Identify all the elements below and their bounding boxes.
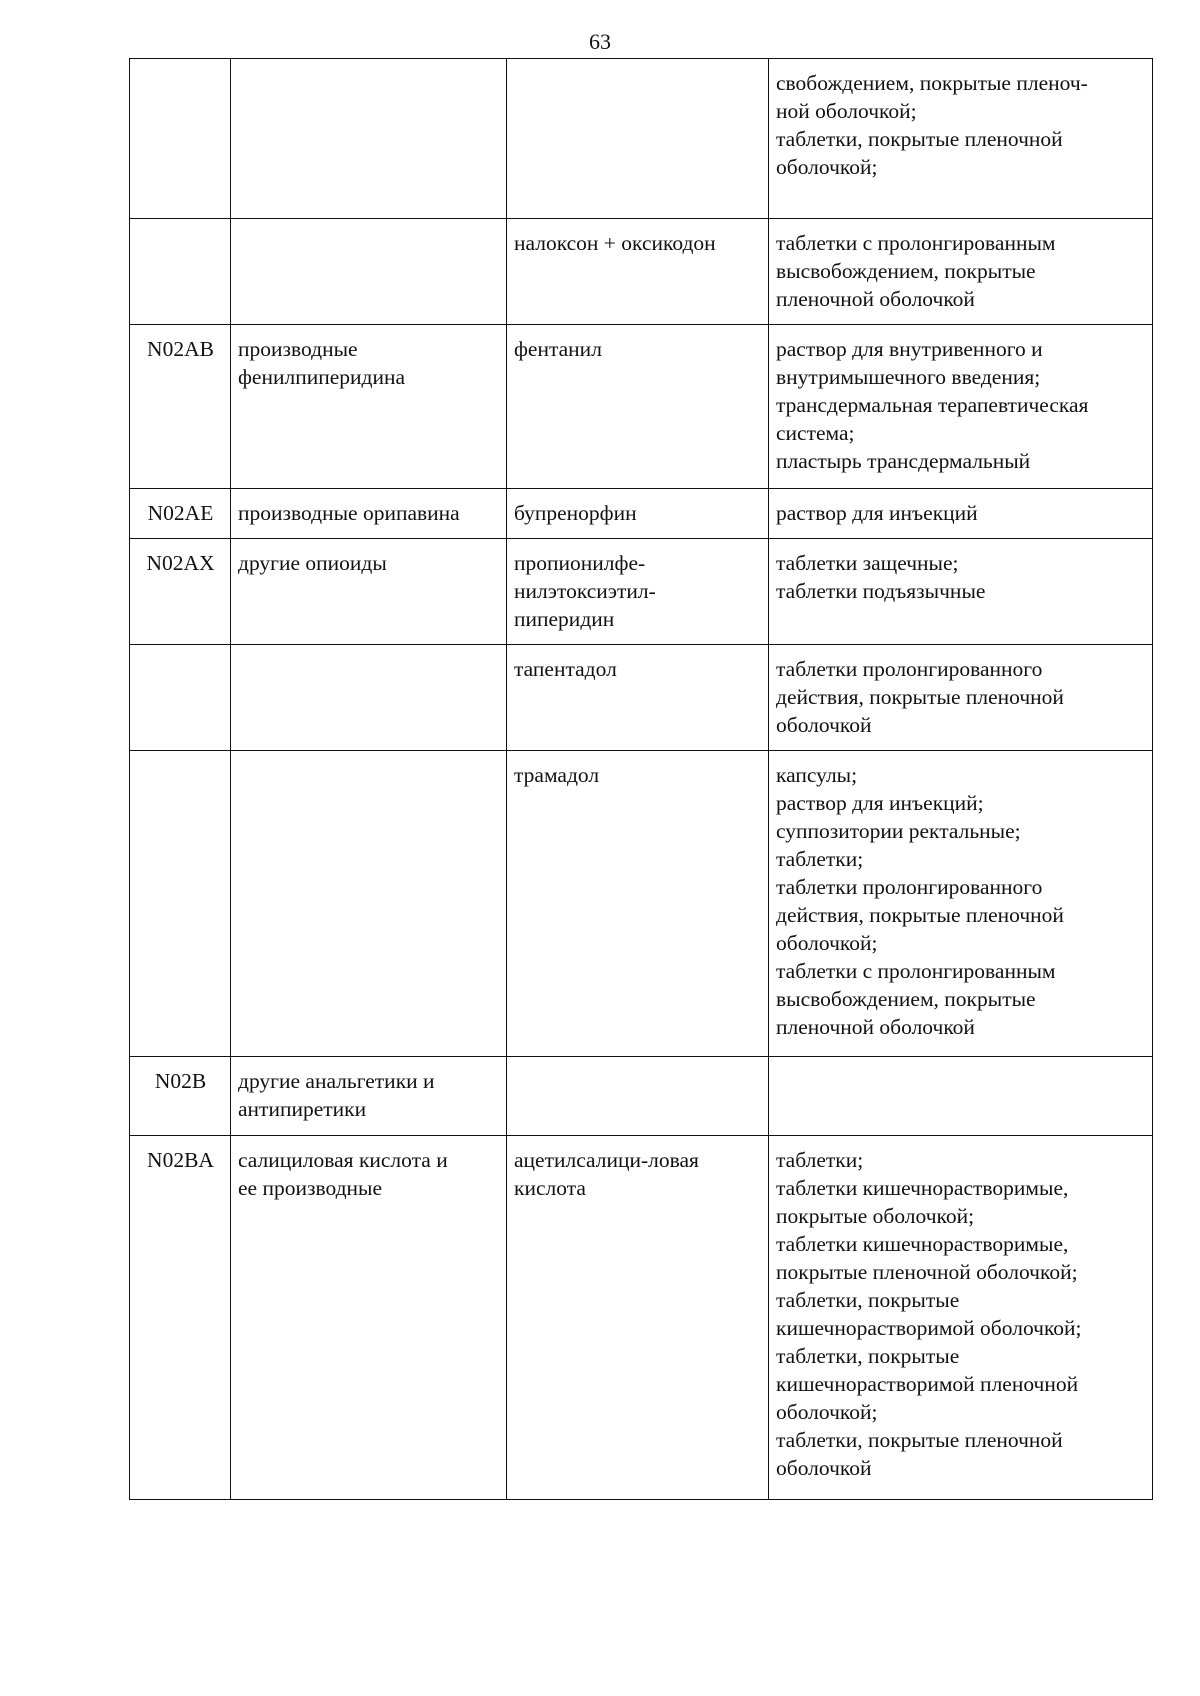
table-row [130,325,1153,489]
page-number: 63 [589,29,611,54]
drug-cell [507,1057,769,1136]
dosage-form-line: покрытые оболочкой; [776,1204,975,1228]
table-row [130,539,1153,645]
dosage-form-line: оболочкой; [776,1400,878,1424]
group-line: производные [238,337,358,361]
dosage-form-line: таблетки; [776,847,864,871]
dosage-form-line: таблетки подъязычные [776,579,986,603]
dosage-form-line: кишечнорастворимой пленочной [776,1372,1079,1396]
group-cell [231,325,507,489]
dosage-form-line: оболочкой; [776,155,878,179]
drug-line: ацетилсалици-ловая [514,1148,699,1172]
drug-line: тапентадол [514,657,617,681]
group-line: ее производные [238,1176,383,1200]
table-row [130,59,1153,219]
dosage-form-line: внутримышечного введения; [776,365,1041,389]
atc-code-cell [130,751,231,1057]
dosage-form-cell [769,1136,1153,1500]
group-cell [231,1136,507,1500]
dosage-form-line: таблетки, покрытые пленочной [776,1428,1063,1452]
dosage-form-line: таблетки с пролонгированным [776,231,1056,255]
group-cell [231,751,507,1057]
dosage-form-line: трансдермальная терапевтическая [776,393,1089,417]
table-row [130,489,1153,539]
dosage-form-cell [769,489,1153,539]
group-cell [231,645,507,751]
drug-cell [507,489,769,539]
drug-table-body [130,59,1153,1500]
dosage-form-line: капсулы; [776,763,858,787]
atc-code-cell [130,219,231,325]
dosage-form-line: таблетки; [776,1148,864,1172]
dosage-form-cell [769,645,1153,751]
dosage-form-line: таблетки кишечнорастворимые, [776,1232,1069,1256]
dosage-form-line: высвобождением, покрытые [776,259,1036,283]
group-line: салициловая кислота и [238,1148,448,1172]
dosage-form-line: ной оболочкой; [776,99,917,123]
atc-code: N02AX [146,551,215,575]
drug-line: пиперидин [514,607,615,631]
drug-line: бупренорфин [514,501,637,525]
drug-cell [507,325,769,489]
atc-code-cell [130,539,231,645]
group-cell [231,59,507,219]
drug-table [129,58,1153,1500]
drug-line: фентанил [514,337,602,361]
dosage-form-line: таблетки, покрытые [776,1344,960,1368]
dosage-form-line: действия, покрытые пленочной [776,685,1064,709]
group-cell [231,539,507,645]
dosage-form-line: высвобождением, покрытые [776,987,1036,1011]
atc-code-cell [130,1057,231,1136]
drug-line: налоксон + оксикодон [514,231,716,255]
dosage-form-line: пленочной оболочкой [776,1015,975,1039]
atc-code-cell [130,645,231,751]
dosage-form-line: раствор для инъекций; [776,791,984,815]
group-cell [231,489,507,539]
dosage-form-line: таблетки с пролонгированным [776,959,1056,983]
dosage-form-line: система; [776,421,855,445]
drug-line: кислота [514,1176,586,1200]
group-line: фенилпиперидина [238,365,406,389]
drug-cell [507,751,769,1057]
dosage-form-cell [769,539,1153,645]
group-line: производные орипавина [238,501,460,525]
dosage-form-line: оболочкой; [776,931,878,955]
dosage-form-line: оболочкой [776,713,872,737]
dosage-form-line: таблетки, покрытые [776,1288,960,1312]
dosage-form-cell [769,59,1153,219]
dosage-form-line: покрытые пленочной оболочкой; [776,1260,1078,1284]
dosage-form-line: суппозитории ректальные; [776,819,1021,843]
drug-cell [507,59,769,219]
atc-code-cell [130,325,231,489]
dosage-form-line: таблетки, покрытые пленочной [776,127,1063,151]
atc-code: N02AE [147,501,214,525]
dosage-form-cell [769,219,1153,325]
dosage-form-line: пластырь трансдермальный [776,449,1031,473]
atc-code-cell [130,489,231,539]
table-row [130,1057,1153,1136]
dosage-form-line: оболочкой [776,1456,872,1480]
table-row [130,645,1153,751]
dosage-form-cell [769,325,1153,489]
dosage-form-cell [769,751,1153,1057]
group-cell [231,1057,507,1136]
atc-code: N02BA [147,1148,214,1172]
dosage-form-line: действия, покрытые пленочной [776,903,1064,927]
drug-line: нилэтоксиэтил- [514,579,656,603]
dosage-form-line: таблетки пролонгированного [776,657,1043,681]
dosage-form-line: таблетки кишечнорастворимые, [776,1176,1069,1200]
dosage-form-cell [769,1057,1153,1136]
dosage-form-line: кишечнорастворимой оболочкой; [776,1316,1082,1340]
group-line: антипиретики [238,1097,367,1121]
table-row [130,219,1153,325]
drug-cell [507,219,769,325]
dosage-form-line: свобождением, покрытые пленоч- [776,71,1088,95]
table-row [130,1136,1153,1500]
table-row [130,751,1153,1057]
atc-code-cell [130,1136,231,1500]
group-line: другие анальгетики и [238,1069,435,1093]
dosage-form-line: раствор для инъекций [776,501,978,525]
dosage-form-line: таблетки пролонгированного [776,875,1043,899]
group-cell [231,219,507,325]
atc-code: N02B [154,1069,207,1093]
group-line: другие опиоиды [238,551,387,575]
drug-cell [507,539,769,645]
drug-line: пропионилфе- [514,551,646,575]
atc-code: N02AB [147,337,214,361]
drug-cell [507,1136,769,1500]
dosage-form-line: раствор для внутривенного и [776,337,1043,361]
dosage-form-line: пленочной оболочкой [776,287,975,311]
dosage-form-line: таблетки защечные; [776,551,959,575]
drug-line: трамадол [514,763,600,787]
drug-cell [507,645,769,751]
atc-code-cell [130,59,231,219]
